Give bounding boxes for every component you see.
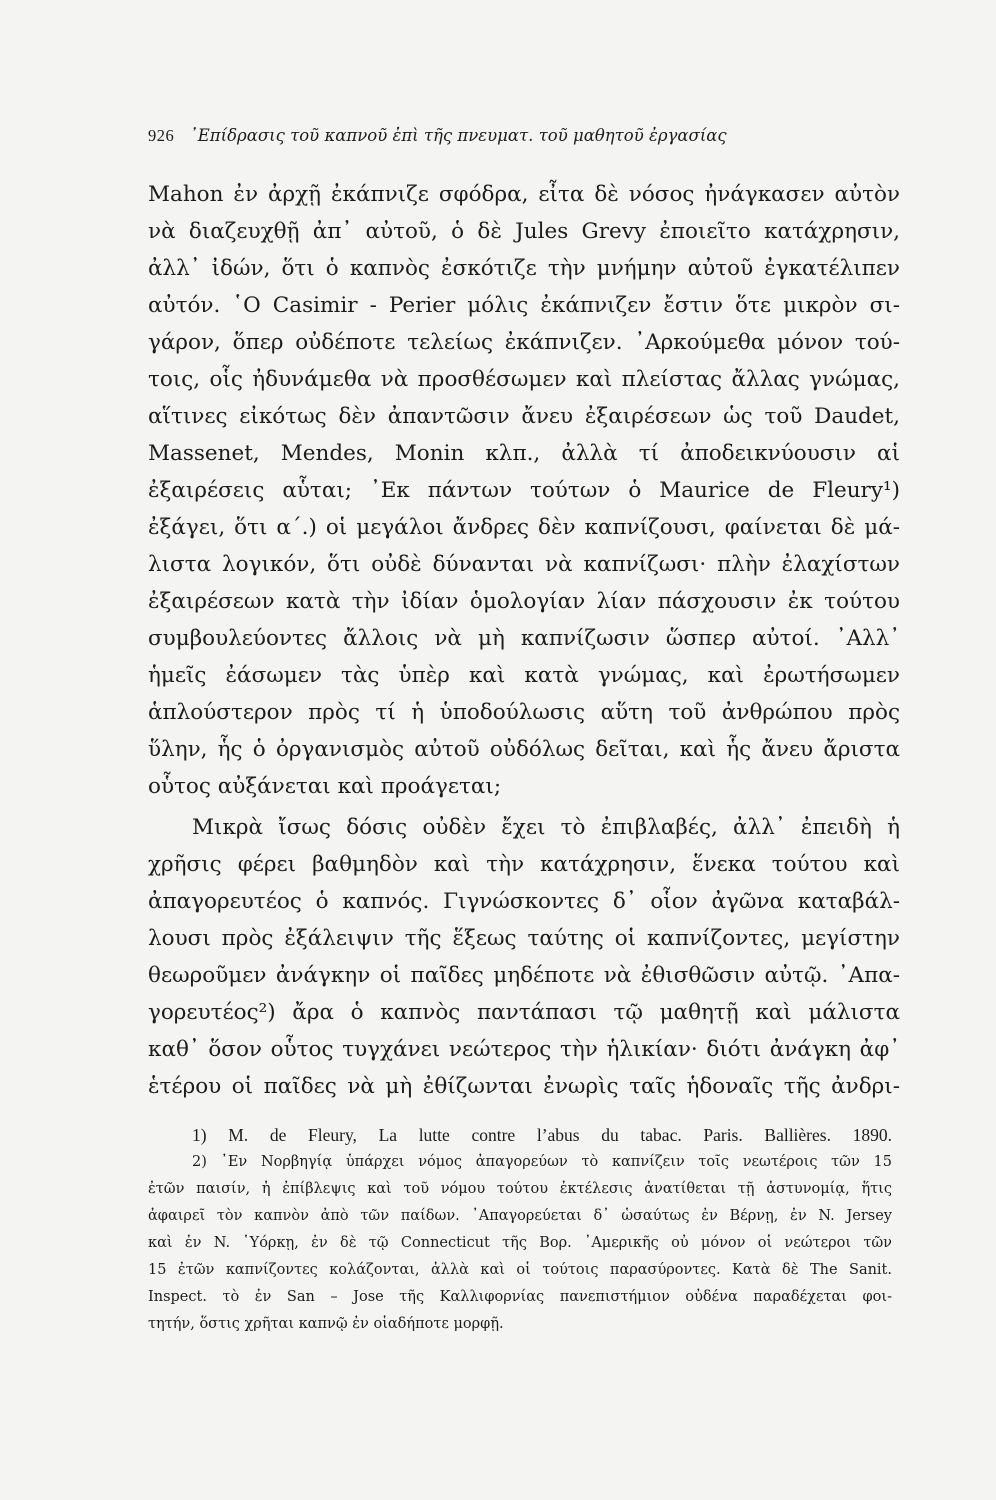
text-line: Μικρὰ ἴσως δόσις οὐδὲν ἔχει τὸ ἐπιβλαβές, ἀλλ᾿ ἐπειδὴ ἡ — [192, 815, 900, 840]
footnote-2-line: ἐτῶν παισίν, ἡ ἐπίβλεψις καὶ τοῦ νόμου τούτου ἐκτέλεσις ἀνατίθεται τῇ ἀστυνομίᾳ, ἥτις — [148, 1181, 892, 1197]
text-line: τοις, οἷς ἠδυνάμεθα νὰ προσθέσωμεν καὶ πλείστας ἄλλας γνώμας, — [148, 367, 900, 392]
footnotes — [148, 1122, 892, 1338]
footnote-2-line: Inspect. τὸ ἐν San – Jose τῆς Καλλιφορνίας πανεπιστήμιον οὐδένα παραδέχεται φοι- — [148, 1289, 892, 1305]
text-line: ἑτέρου οἱ παῖδες νὰ μὴ ἐθίζωνται ἐνωρὶς ταῖς ἡδοναῖς τῆς ἀνδρι- — [148, 1074, 900, 1099]
running-header — [148, 124, 868, 148]
text-line: θεωροῦμεν ἀνάγκην οἱ παῖδες μηδέποτε νὰ ἐθισθῶσιν αὐτῷ. ᾿Απα- — [148, 963, 900, 988]
text-line: λουσι πρὸς ἐξάλειψιν τῆς ἕξεως ταύτης οἱ καπνίζοντες, μεγίστην — [148, 926, 900, 951]
text-line: γορευτέος²) ἄρα ὁ καπνὸς παντάπασι τῷ μαθητῇ καὶ μάλιστα — [148, 1000, 900, 1025]
footnote-2-line: ἀφαιρεῖ τὸν καπνὸν ἀπὸ τῶν παίδων. ᾿Απαγορεύεται δ᾿ ὡσαύτως ἐν Βέρνῃ, ἐν N. Jersey — [148, 1208, 892, 1224]
running-title: ᾿Επίδρασις τοῦ καπνοῦ ἐπὶ τῆς πνευματ. τοῦ μαθητοῦ ἐργασίας — [189, 126, 727, 145]
text-line: ἀλλ᾿ ἰδών, ὅτι ὁ καπνὸς ἐσκότιζε τὴν μνήμην αὐτοῦ ἐγκατέλιπεν — [148, 256, 900, 281]
text-line: καθ᾿ ὅσον οὗτος τυγχάνει νεώτερος τὴν ἡλικίαν· διότι ἀνάγκη ἀφ᾿ — [148, 1037, 900, 1062]
footnote-2-line: τητήν, ὅστις χρῆται καπνῷ ἐν οἱαδήποτε μορφῇ. — [148, 1316, 504, 1332]
text-line: χρῆσις φέρει βαθμηδὸν καὶ τὴν κατάχρησιν, ἕνεκα τούτου καὶ — [148, 852, 900, 877]
footnote-2-line: 15 ἐτῶν καπνίζοντες κολάζονται, ἀλλὰ καὶ οἱ τούτοις παρασύροντες. Κατὰ δὲ The Sanit. — [148, 1262, 892, 1278]
text-line: νὰ διαζευχθῇ ἀπ᾿ αὐτοῦ, ὁ δὲ Jules Grevy ἐποιεῖτο κατάχρησιν, — [148, 219, 900, 244]
body-text — [148, 176, 900, 1105]
page-number: 926 — [148, 126, 175, 145]
text-line: γάρον, ὅπερ οὐδέποτε τελείως ἐκάπνιζεν. ᾿Αρκούμεθα μόνον τού- — [148, 330, 900, 355]
footnote-1: 1) M. de Fleury, La lutte contre l’abus du tabac. Paris. Ballières. 1890. — [192, 1125, 892, 1145]
footnote-2-line: 2) ᾿Εν Νορβηγίᾳ ὑπάρχει νόμος ἀπαγορεύων τὸ καπνίζειν τοῖς νεωτέροις τῶν 15 — [192, 1154, 892, 1170]
footnote-2-line: καὶ ἐν N. ῾Υόρκῃ, ἐν δὲ τῷ Connecticut τῆς Βορ. ᾿Αμερικῆς οὐ μόνον οἱ νεώτεροι τῶν — [148, 1235, 892, 1251]
text-line: αἵτινες εἰκότως δὲν ἀπαντῶσιν ἄνευ ἐξαιρέσεων ὡς τοῦ Daudet, — [148, 404, 900, 429]
text-line: λιστα λογικόν, ὅτι οὐδὲ δύνανται νὰ καπνίζωσι· πλὴν ἐλαχίστων — [148, 552, 900, 577]
text-line: ἐξάγει, ὅτι α΄.) οἱ μεγάλοι ἄνδρες δὲν καπνίζουσι, φαίνεται δὲ μά- — [148, 515, 900, 540]
text-line: ἐξαιρέσεων κατὰ τὴν ἰδίαν ὁμολογίαν λίαν πάσχουσιν ἐκ τούτου — [148, 589, 900, 614]
text-line: ὕλην, ἧς ὁ ὀργανισμὸς αὐτοῦ οὐδόλως δεῖται, καὶ ἧς ἄνευ ἄριστα — [148, 737, 900, 762]
text-line: συμβουλεύοντες ἄλλοις νὰ μὴ καπνίζωσιν ὥσπερ αὐτοί. ᾿Αλλ᾿ — [148, 626, 900, 651]
text-line: αὐτόν. ῾Ο Casimir - Perier μόλις ἐκάπνιζεν ἔστιν ὅτε μικρὸν σι- — [148, 293, 900, 318]
text-line: ἡμεῖς ἐάσωμεν τὰς ὑπὲρ καὶ κατὰ γνώμας, καὶ ἐρωτήσωμεν — [148, 663, 900, 688]
text-line: ἁπλούστερον πρὸς τί ἡ ὑποδούλωσις αὕτη τοῦ ἀνθρώπου πρὸς — [148, 700, 900, 725]
text-line: ἐξαιρέσεις αὗται; ᾿Εκ πάντων τούτων ὁ Maurice de Fleury¹) — [148, 478, 900, 503]
text-line: Mahon ἐν ἀρχῇ ἐκάπνιζε σφόδρα, εἶτα δὲ νόσος ἠνάγκασεν αὐτὸν — [148, 182, 900, 207]
text-line: Massenet, Mendes, Monin κλπ., ἀλλὰ τί ἀποδεικνύουσιν αἱ — [148, 441, 900, 466]
text-line: ἀπαγορευτέος ὁ καπνός. Γιγνώσκοντες δ᾿ οἷον ἀγῶνα καταβάλ- — [148, 889, 900, 914]
text-line: οὗτος αὐξάνεται καὶ προάγεται; — [148, 774, 502, 799]
